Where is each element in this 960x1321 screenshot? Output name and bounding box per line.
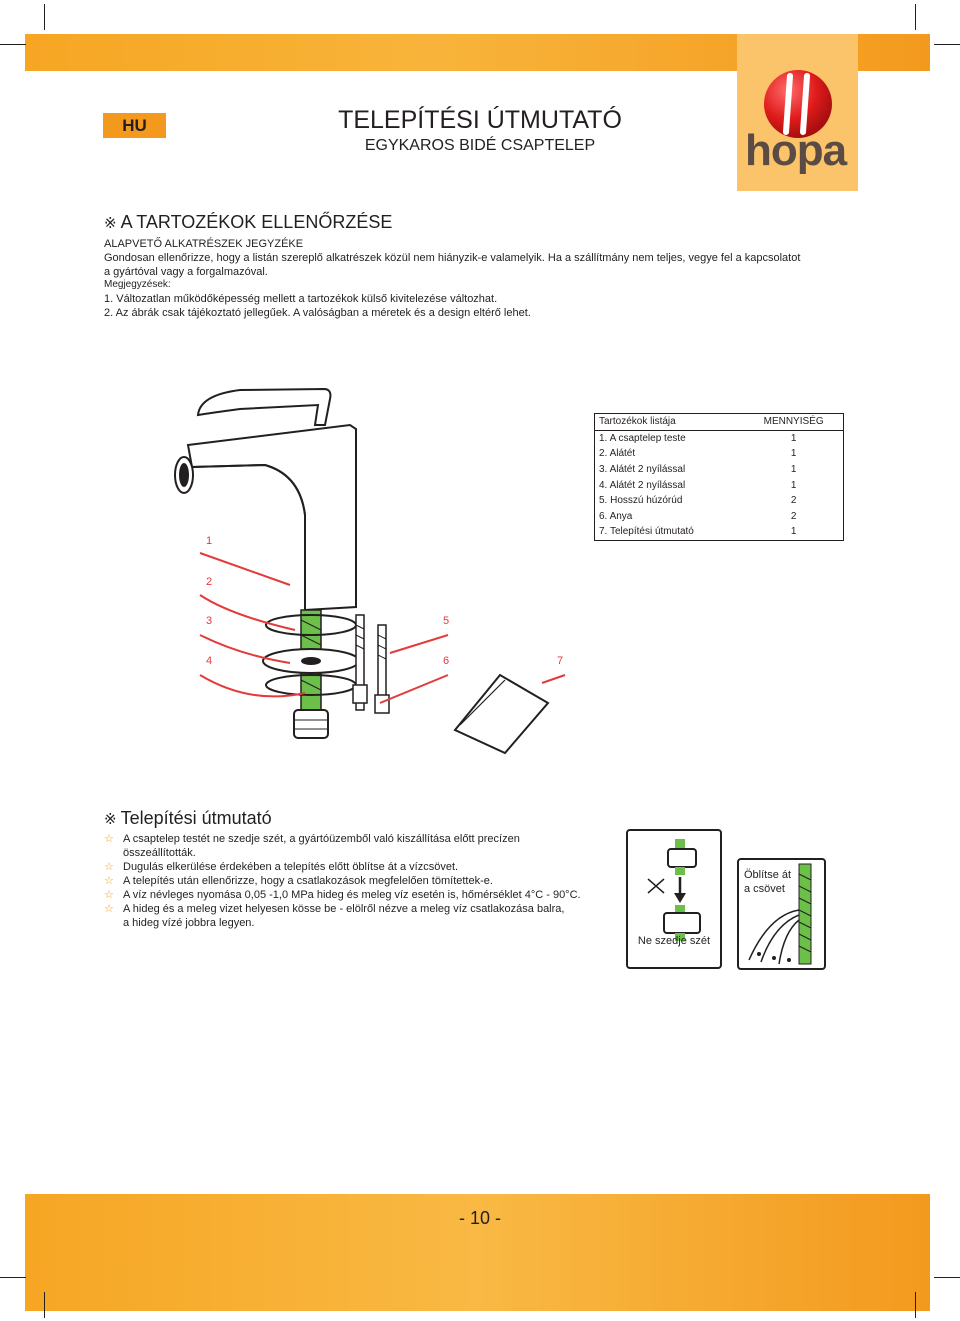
table-row (595, 430, 844, 446)
page-title: TELEPÍTÉSI ÚTMUTATÓ (338, 106, 622, 134)
page-number: - 10 - (458, 1208, 501, 1228)
diagram-label-7: 7 (557, 655, 564, 667)
instruction-item-1: ☆ A csaptelep testét ne szedje szét, a gyártóüzemből való kiszállítása előtt precízen (104, 833, 520, 845)
intro-text-line1: Gondosan ellenőrizze, hogy a listán szereplő alkatrészek közül nem hiányzik-e valamelyik. Ha a szállítmány nem teljes, vegye fel a kapcsolatot (104, 252, 801, 264)
part-qty: 1 (790, 448, 797, 460)
lever-handle (198, 389, 330, 425)
part-name: 4. Alátét 2 nyílással (599, 479, 686, 491)
crop-mark (934, 44, 960, 45)
installation-heading-text: Telepítési útmutató (120, 808, 272, 828)
instruction-sheet (455, 675, 548, 753)
installation-heading (104, 808, 272, 829)
instruction-item-2: ☆ Dugulás elkerülése érdekében a telepítés előtt öblítse át a vízcsövet. (104, 861, 459, 873)
table-row (595, 446, 844, 462)
language-badge: HU (103, 113, 166, 138)
crop-mark (44, 1292, 45, 1318)
diagram-label-5: 5 (443, 615, 450, 627)
instruction-item-4: ☆ A víz névleges nyomása 0,05 -1,0 MPa hideg és meleg víz esetén is, hőmérséklet 4°C - 90°C. (104, 889, 581, 901)
crop-mark (0, 1277, 26, 1278)
crop-mark (915, 4, 916, 30)
faucet-body (188, 425, 356, 610)
star-icon: ☆ (104, 875, 114, 887)
star-icon: ☆ (104, 889, 114, 901)
diagram-label-1: 1 (206, 535, 213, 547)
note-1: 1. Változatlan működőképesség mellett a tartozékok külső kivitelezése változhat. (104, 293, 498, 305)
rod-nut-right (375, 695, 389, 713)
parts-table-header (595, 414, 844, 431)
part-name: 2. Alátét (599, 448, 636, 460)
hopa-logo (737, 34, 858, 191)
do-not-disassemble-card (626, 829, 722, 969)
arrow-down-icon (674, 893, 686, 903)
table-row (595, 509, 844, 525)
star-icon: ☆ (104, 833, 114, 845)
faucet-exploded-diagram (170, 385, 590, 755)
star-icon: ☆ (104, 861, 114, 873)
table-row (595, 524, 844, 540)
part-qty: 2 (790, 495, 797, 507)
col-name-header: Tartozékok listája (595, 414, 745, 431)
flush-pipe-card (737, 858, 826, 970)
part-qty: 1 (790, 432, 797, 444)
diagram-label-3: 3 (206, 615, 213, 627)
page-subtitle: EGYKAROS BIDÉ CSAPTELEP (364, 137, 596, 154)
col-qty-header: MENNYISÉG (744, 414, 843, 431)
part-qty: 1 (790, 479, 797, 491)
rod-nut-left (353, 685, 367, 703)
asterism-icon: ※ (104, 215, 117, 232)
flush-pipe-graphic (739, 860, 824, 968)
crop-mark (0, 44, 26, 45)
parts-list-heading: ALAPVETŐ ALKATRÉSZEK JEGYZÉKE (104, 238, 304, 250)
parts-table (594, 413, 844, 541)
diagram-label-2: 2 (206, 576, 213, 588)
do-not-disassemble-label: Ne szedje szét (637, 935, 711, 947)
instruction-item-1-cont: összeállították. (123, 847, 196, 859)
accessories-heading-text: A TARTOZÉKOK ELLENŐRZÉSE (120, 212, 393, 232)
part-name: 1. A csaptelep teste (599, 432, 686, 444)
part-name: 3. Alátét 2 nyílással (599, 464, 686, 476)
instruction-item-5: ☆ A hideg és a meleg vizet helyesen kösse be - elölről nézve a meleg víz csatlakozása balra, (104, 903, 565, 915)
table-row (595, 462, 844, 478)
part-qty: 1 (790, 526, 797, 538)
note-2: 2. Az ábrák csak tájékoztató jellegűek. A valóságban a méretek és a design eltérő lehet. (104, 307, 531, 319)
intro-text-line2: a gyártóval vagy a forgalmazóval. (104, 266, 268, 278)
table-row (595, 493, 844, 509)
crop-mark (44, 4, 45, 30)
instruction-item-5-cont: a hideg vízé jobbra legyen. (123, 917, 255, 929)
part-qty: 1 (790, 464, 797, 476)
bottom-nut (294, 710, 328, 738)
logo-wordmark: hopa (745, 126, 847, 175)
instruction-item-3: ☆ A telepítés után ellenőrizze, hogy a csatlakozások megfelelően tömítettek-e. (104, 875, 493, 887)
table-row (595, 477, 844, 493)
flush-pipe-label-line1: Öblítse át (744, 869, 792, 881)
cross-icon (648, 879, 664, 893)
flush-pipe-label-line2: a csövet (744, 883, 785, 895)
part-name: 6. Anya (599, 510, 633, 522)
asterism-icon: ※ (104, 811, 117, 828)
diagram-label-6: 6 (443, 655, 450, 667)
notes-heading: Megjegyzések: (104, 279, 171, 290)
diagram-label-4: 4 (206, 655, 213, 667)
star-icon: ☆ (104, 903, 114, 915)
accessories-heading (104, 212, 392, 233)
part-qty: 2 (790, 510, 797, 522)
part-name: 5. Hosszú húzórúd (599, 495, 683, 507)
crop-mark (934, 1277, 960, 1278)
crop-mark (915, 1292, 916, 1318)
disassemble-warning-graphic (628, 831, 720, 941)
part-name: 7. Telepítési útmutató (599, 526, 694, 538)
